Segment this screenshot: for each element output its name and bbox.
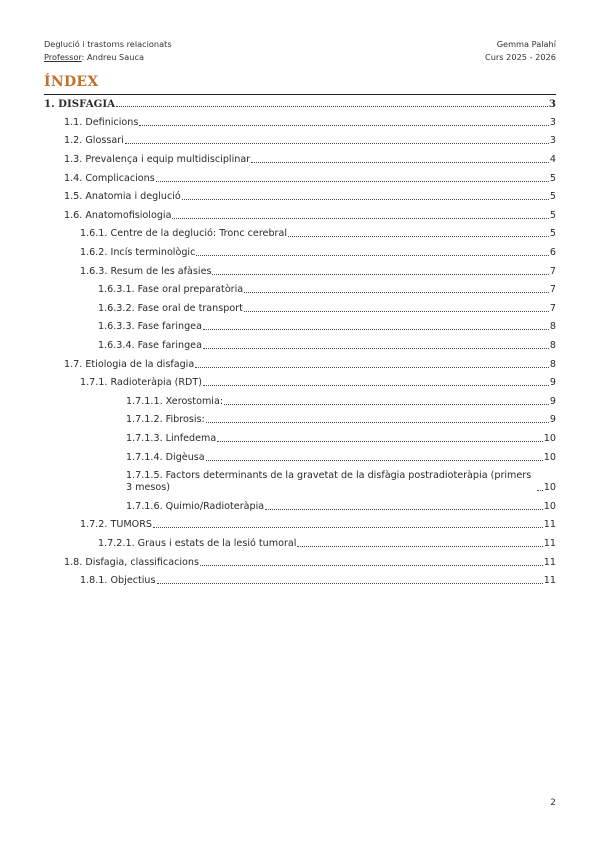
toc-entry-text: 1.4. Complicacions xyxy=(64,172,155,184)
toc-entry-text: 1.7.2.1. Graus i estats de la lesió tumoral xyxy=(98,537,297,549)
toc-entry[interactable] xyxy=(44,337,556,356)
toc-entry-text: 1.6. Anatomofisiologia xyxy=(64,209,172,221)
dot-leader xyxy=(172,218,548,219)
professor-line xyxy=(44,51,144,64)
toc-entry-text: 1.8.1. Objectius xyxy=(80,575,156,587)
toc-entry-text: 1.2. Glossari xyxy=(64,135,124,147)
toc-entry[interactable] xyxy=(44,262,556,281)
index-title: ÍNDEX xyxy=(44,74,99,90)
header-row-1 xyxy=(44,38,556,51)
toc-entry-page: 10 xyxy=(543,482,556,494)
dot-leader xyxy=(244,292,549,293)
course-year: Curs 2025 - 2026 xyxy=(485,51,556,62)
toc-entry-page: 11 xyxy=(543,519,556,531)
toc-entry[interactable] xyxy=(44,95,556,114)
toc-entry-text: 1.1. Definicions xyxy=(64,116,139,128)
toc-entry-text: 1.7.1.3. Linfedema xyxy=(126,432,217,444)
toc-entry-page: 10 xyxy=(543,500,556,512)
toc-entry[interactable] xyxy=(44,132,556,151)
dot-leader xyxy=(153,527,543,528)
toc-entry-page: 8 xyxy=(549,340,556,352)
toc-entry-page: 5 xyxy=(549,191,556,203)
toc-entry-text: 1.7.1.6. Quimio/Radioteràpia xyxy=(126,500,265,512)
toc-entry-page: 5 xyxy=(549,209,556,221)
dot-leader xyxy=(125,143,549,144)
toc-entry[interactable] xyxy=(44,467,556,498)
toc-entry-text: 1.7.1.5. Factors determinants de la gravetat de la disfàgia postradioteràpia (primers 3 mesos) xyxy=(126,470,532,494)
toc-entry[interactable] xyxy=(44,572,556,591)
toc-entry-page: 9 xyxy=(549,377,556,389)
toc-entry[interactable] xyxy=(44,169,556,188)
dot-leader xyxy=(265,509,543,510)
toc-entry-text: 1.6.3.3. Fase faringea xyxy=(98,321,202,333)
toc-entry-text: 1.3. Prevalença i equip multidisciplinar xyxy=(64,154,251,166)
toc-entry-text: 1.7.1. Radioteràpia (RDT) xyxy=(80,377,203,389)
toc-entry-page: 7 xyxy=(549,265,556,277)
dot-leader xyxy=(206,460,543,461)
toc-entry-page: 10 xyxy=(543,432,556,444)
toc-entry-page: 9 xyxy=(549,414,556,426)
toc-entry-page: 5 xyxy=(549,172,556,184)
toc-entry[interactable] xyxy=(44,281,556,300)
dot-leader xyxy=(156,181,549,182)
dot-leader xyxy=(196,255,549,256)
toc-entry[interactable] xyxy=(44,553,556,572)
toc-entry-page: 11 xyxy=(543,556,556,568)
dot-leader xyxy=(200,565,543,566)
toc-entry[interactable] xyxy=(44,411,556,430)
toc-entry-page: 3 xyxy=(549,116,556,128)
dot-leader xyxy=(297,546,542,547)
toc-entry[interactable] xyxy=(44,535,556,554)
toc-entry[interactable] xyxy=(44,300,556,319)
toc-entry[interactable] xyxy=(44,114,556,133)
toc-entry[interactable] xyxy=(44,497,556,516)
toc-entry-page: 7 xyxy=(549,284,556,296)
toc-entry-text: 1.7.2. TUMORS xyxy=(80,519,152,531)
header-row-2 xyxy=(44,51,556,64)
toc-entry-text: 1.7. Etiologia de la disfagia xyxy=(64,358,195,370)
toc-entry-text: 1.7.1.4. Digèusa xyxy=(126,451,205,463)
toc-entry[interactable] xyxy=(44,355,556,374)
author-name: Gemma Palahí xyxy=(496,39,556,49)
toc-entry-text: 1.6.3.1. Fase oral preparatòria xyxy=(98,284,244,296)
toc-entry[interactable] xyxy=(44,207,556,226)
toc-entry-text: 1.8. Disfagia, classificacions xyxy=(64,556,199,568)
dot-leader xyxy=(203,348,549,349)
toc-entry-text: 1.6.3.4. Fase faringea xyxy=(98,340,202,352)
course-title: Deglució i trastorns relacionats xyxy=(44,39,172,49)
dot-leader xyxy=(195,367,549,368)
page-header xyxy=(44,38,556,63)
toc-entry[interactable] xyxy=(44,151,556,170)
page-number: 2 xyxy=(550,798,556,808)
toc-entry-text: 1.7.1.2. Fibrosis: xyxy=(126,414,205,426)
dot-leader xyxy=(288,236,549,237)
dot-leader xyxy=(206,422,549,423)
toc-entry[interactable] xyxy=(44,318,556,337)
toc-entry[interactable] xyxy=(44,448,556,467)
toc-entry-text: 1.6.3.2. Fase oral de transport xyxy=(98,302,243,314)
toc-entry-page: 4 xyxy=(549,154,556,166)
professor-name: : Andreu Sauca xyxy=(81,51,144,62)
toc-entry-text: 1.6.3. Resum de les afàsies xyxy=(80,265,212,277)
dot-leader xyxy=(203,385,549,386)
toc-entry[interactable] xyxy=(44,516,556,535)
toc-entry-page: 3 xyxy=(548,98,556,111)
dot-leader xyxy=(203,329,549,330)
toc-entry-page: 10 xyxy=(543,451,556,463)
dot-leader xyxy=(212,274,548,275)
toc-entry[interactable] xyxy=(44,225,556,244)
dot-leader xyxy=(182,199,549,200)
toc-entry-text: 1. DISFAGIA xyxy=(44,98,116,111)
table-of-contents xyxy=(44,94,556,590)
toc-entry[interactable] xyxy=(44,188,556,207)
dot-leader xyxy=(537,490,543,491)
toc-entry-page: 11 xyxy=(543,575,556,587)
toc-entry[interactable] xyxy=(44,430,556,449)
toc-entry[interactable] xyxy=(44,244,556,263)
dot-leader xyxy=(251,162,549,163)
toc-entry[interactable] xyxy=(44,374,556,393)
professor-label: Professor xyxy=(44,51,82,62)
toc-entry-text: 1.6.2. Incís terminològic xyxy=(80,247,196,259)
toc-entry-page: 9 xyxy=(549,395,556,407)
dot-leader xyxy=(116,106,548,107)
toc-entry-text: 1.5. Anatomia i deglució xyxy=(64,191,181,203)
toc-entry-page: 3 xyxy=(549,135,556,147)
toc-entry-text: 1.7.1.1. Xerostomia: xyxy=(126,395,224,407)
toc-entry-page: 8 xyxy=(549,358,556,370)
dot-leader xyxy=(139,125,549,126)
dot-leader xyxy=(224,404,549,405)
dot-leader xyxy=(217,441,543,442)
toc-entry-text: 1.6.1. Centre de la deglució: Tronc cerebral xyxy=(80,228,288,240)
dot-leader xyxy=(157,583,543,584)
toc-entry[interactable] xyxy=(44,393,556,412)
dot-leader xyxy=(244,311,549,312)
toc-entry-page: 5 xyxy=(549,228,556,240)
toc-entry-page: 11 xyxy=(543,537,556,549)
toc-entry-page: 6 xyxy=(549,247,556,259)
toc-entry-page: 8 xyxy=(549,321,556,333)
toc-entry-page: 7 xyxy=(549,302,556,314)
